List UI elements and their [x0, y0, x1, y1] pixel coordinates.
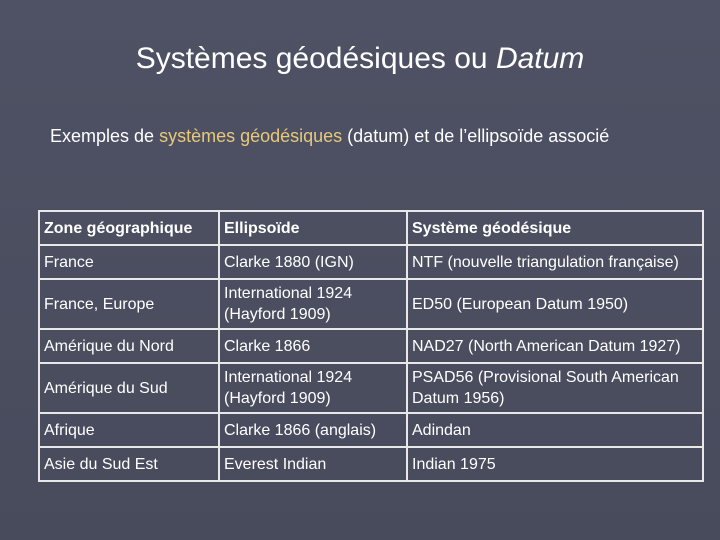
cell-system: [407, 245, 703, 279]
cell-system-line: Datum 1956): [412, 390, 505, 407]
cell-system-line: ED50 (European Datum 1950): [412, 295, 629, 313]
table-row: [39, 245, 703, 279]
slide-title-italic: Datum: [495, 42, 585, 75]
cell-ellipsoid: [219, 279, 407, 329]
cell-ellipsoid: [219, 447, 407, 481]
header-system: Système géodésique: [407, 211, 703, 245]
cell-ellipsoid: [219, 413, 407, 447]
header-ellipsoid: Ellipsoïde: [219, 211, 407, 245]
datum-table: [38, 210, 704, 482]
cell-zone: Asie du Sud Est: [39, 447, 219, 481]
cell-ellipsoid-line: International 1924: [224, 285, 353, 302]
cell-ellipsoid-line: (Hayford 1909): [224, 390, 331, 407]
table-header-row: [39, 211, 703, 245]
cell-ellipsoid-line: Clarke 1880 (IGN): [224, 253, 354, 271]
cell-zone: France: [39, 245, 219, 279]
cell-ellipsoid: [219, 245, 407, 279]
cell-zone: Amérique du Sud: [39, 363, 219, 413]
cell-zone: France, Europe: [39, 279, 219, 329]
cell-system: [407, 413, 703, 447]
cell-system-line: Adindan: [412, 421, 471, 439]
cell-ellipsoid-line: Clarke 1866: [224, 337, 311, 355]
slide-subtitle: [50, 126, 609, 147]
subtitle-before: Exemples de: [50, 126, 160, 146]
table-row: [39, 447, 703, 481]
cell-ellipsoid-line: International 1924: [224, 369, 353, 386]
subtitle-after: (datum) et de l’ellipsoïde associé: [342, 126, 610, 146]
cell-ellipsoid: [219, 329, 407, 363]
cell-ellipsoid-line: Everest Indian: [224, 455, 327, 473]
table-row: [39, 413, 703, 447]
header-zone: Zone géographique: [39, 211, 219, 245]
cell-system: [407, 363, 703, 413]
cell-zone: Afrique: [39, 413, 219, 447]
table-row: [39, 279, 703, 329]
cell-zone: Amérique du Nord: [39, 329, 219, 363]
cell-ellipsoid-line: Clarke 1866 (anglais): [224, 421, 377, 439]
table-row: [39, 363, 703, 413]
cell-system-line: NTF (nouvelle triangulation française): [412, 253, 679, 271]
cell-system-line: Indian 1975: [412, 455, 496, 473]
cell-system: [407, 447, 703, 481]
cell-ellipsoid-line: (Hayford 1909): [224, 306, 331, 323]
table-body: [39, 245, 703, 481]
table-row: [39, 329, 703, 363]
cell-system-line: NAD27 (North American Datum 1927): [412, 337, 681, 355]
cell-ellipsoid: [219, 363, 407, 413]
cell-system: [407, 329, 703, 363]
slide-title: [0, 42, 720, 76]
cell-system: [407, 279, 703, 329]
slide-title-text: Systèmes géodésiques ou: [135, 42, 496, 75]
cell-system-line: PSAD56 (Provisional South American: [412, 369, 679, 386]
datum-table-container: [38, 210, 704, 482]
subtitle-highlight: systèmes géodésiques: [159, 126, 343, 146]
